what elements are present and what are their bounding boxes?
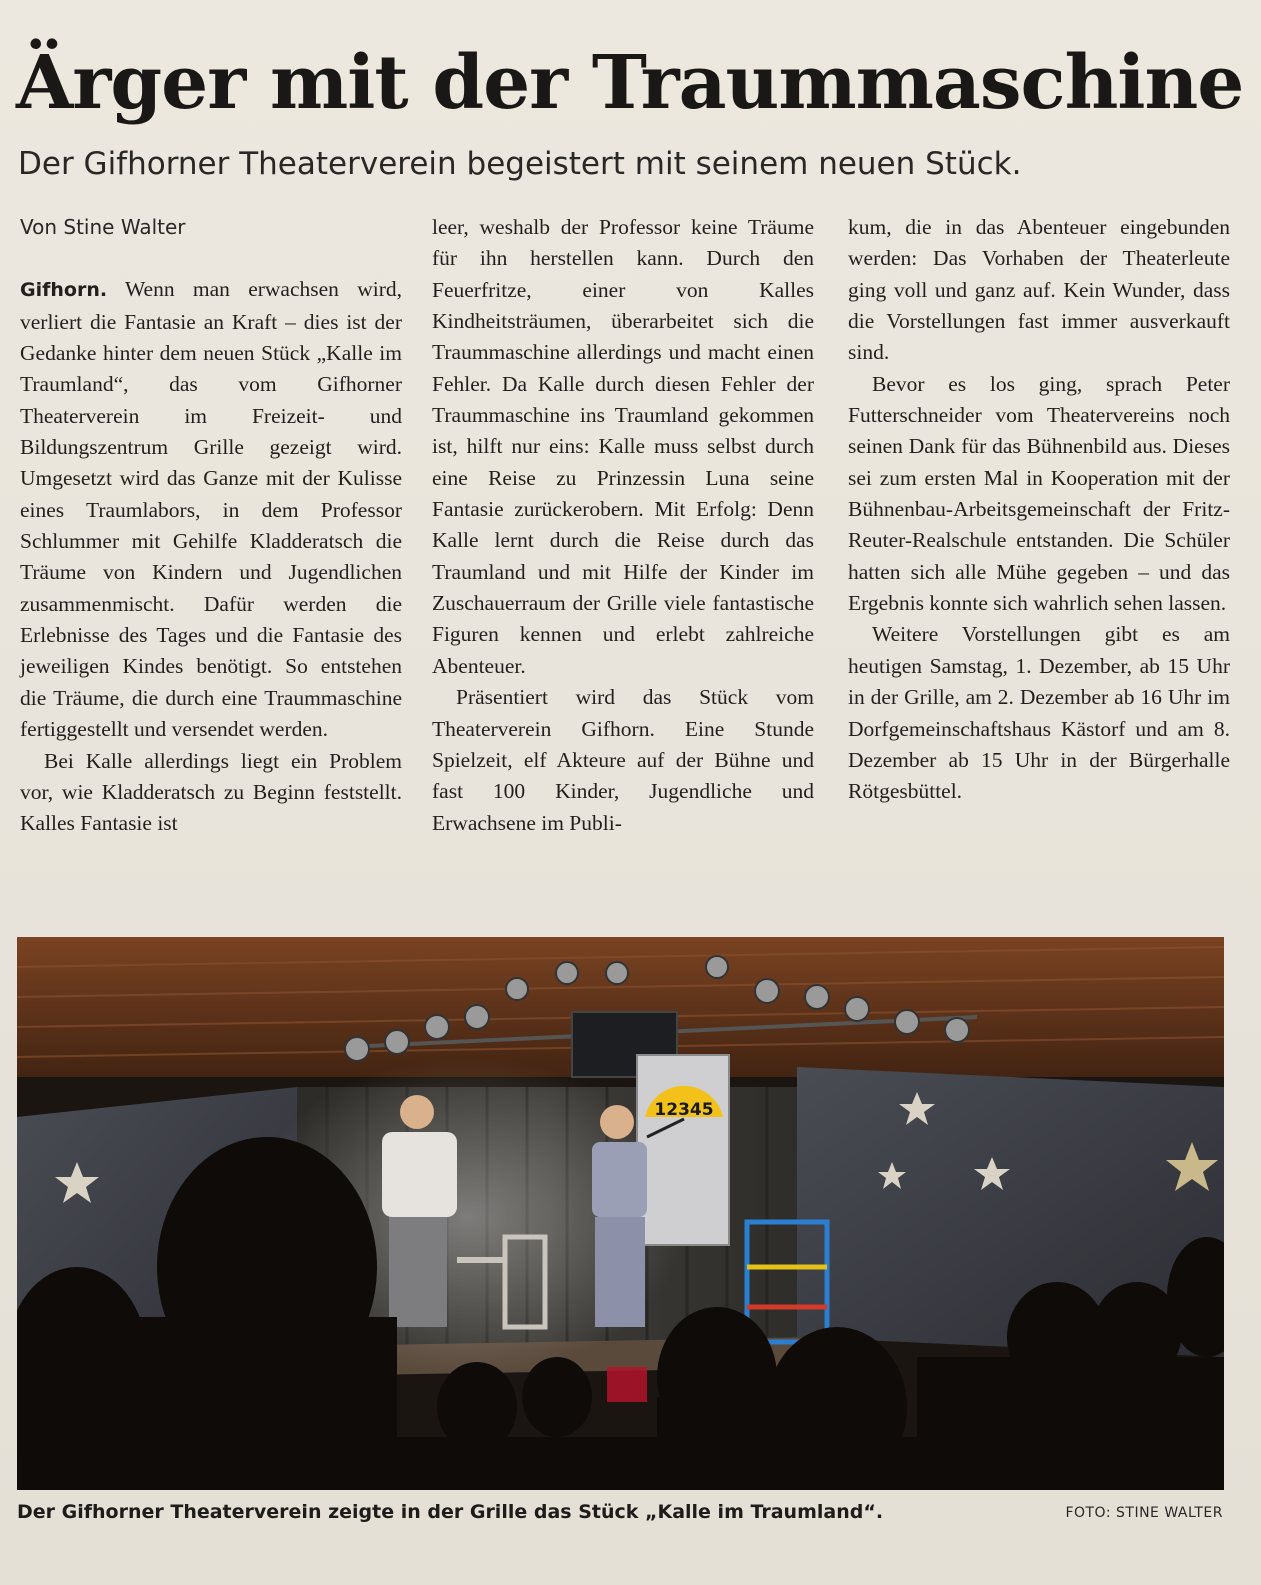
dateline: Gifhorn. <box>20 279 108 302</box>
article-photo <box>17 937 1224 1490</box>
text-column-2 <box>432 212 814 839</box>
paragraph: Weitere Vorstellungen gibt es am heutigen Samstag, 1. Dezember, ab 15 Uhr in der Grille, am 2. Dezember ab 16 Uhr im Dorfgemeinschaftshaus Kästorf und am 8. Dezember ab 15 Uhr in der Bürgerhalle Rötgesbüttel. <box>848 622 1230 804</box>
text-column-1 <box>20 212 402 840</box>
paragraph <box>20 274 402 745</box>
paragraph: leer, weshalb der Professor keine Träume für ihn herstellen kann. Durch den Feuerfritze, einer von Kalles Kindheitsträumen, überarbeitet sich die Traummaschine allerdings und macht einen Fehler. Da Kalle durch diesen Fehler der Traummaschine ins Traumland gekommen ist, hilft nur eins: Kalle muss selbst durch eine Reise zu Prinzessin Luna seine Fantasie zurückerobern. Mit Erfolg: Denn Kalle lernt durch die Reise durch das Traumland und mit Hilfe der Kinder im Zuschauerraum der Grille viele fantastische Figuren kennen und erlebt zahlreiche Abenteuer. <box>432 215 814 678</box>
dream-machine-board <box>637 1055 729 1245</box>
article-headline: Ärger mit der Traummaschine <box>16 40 1244 126</box>
paragraph: Bevor es los ging, sprach Peter Futterschneider vom Theatervereins noch seinen Dank für das Bühnenbild aus. Dieses sei zum ersten Mal in Kooperation mit der Bühnenbau-Arbeitsgemeinschaft der Fritz-Reuter-Realschule entstanden. Die Schüler hatten sich alle Mühe gegeben – und das Ergebnis konnte sich wahrlich sehen lassen. <box>848 371 1230 616</box>
article-subheadline: Der Gifhorner Theaterverein begeistert mit seinem neuen Stück. <box>18 146 1022 182</box>
photo-caption: Der Gifhorner Theaterverein zeigte in der Grille das Stück „Kalle im Traumland“. <box>17 1501 884 1523</box>
paragraph-text: Wenn man erwachsen wird, verliert die Fantasie an Kraft – dies ist der Gedanke hinter dem neuen Stück „Kalle im Traumland“, das vom Gifhorner Theaterverein im Freizeit- und Bildungszentrum Grille gezeigt wird. Umgesetzt wird das Ganze mit der Kulisse eines Traumlabors, in dem Professor Schlummer mit Gehilfe Kladderatsch die Träume von Kindern und Jugendlichen zusammenmischt. Dafür werden die Erlebnisse des Tages und die Fantasie des jeweiligen Kindes benötigt. So entstehen die Träume, die durch eine Traummaschine fertiggestellt und versendet werden. <box>20 277 402 742</box>
text-column-3 <box>848 212 1230 808</box>
stage-photo-illustration <box>17 937 1224 1490</box>
paragraph: kum, die in das Abenteuer eingebunden werden: Das Vorhaben der Theaterleute ging voll und ganz auf. Kein Wunder, dass die Vorstellungen fast immer ausverkauft sind. <box>848 215 1230 365</box>
byline: Von Stine Walter <box>20 215 186 239</box>
paragraph: Präsentiert wird das Stück vom Theaterverein Gifhorn. Eine Stunde Spielzeit, elf Akteure auf der Bühne und fast 100 Kinder, Jugendliche und Erwachsene im Publi- <box>432 685 814 835</box>
machine-sign-text: 12345 <box>654 1100 714 1120</box>
paragraph: Bei Kalle allerdings liegt ein Problem vor, wie Kladderatsch zu Beginn feststellt. Kalles Fantasie ist <box>20 748 402 836</box>
photo-credit: FOTO: STINE WALTER <box>1065 1505 1223 1521</box>
